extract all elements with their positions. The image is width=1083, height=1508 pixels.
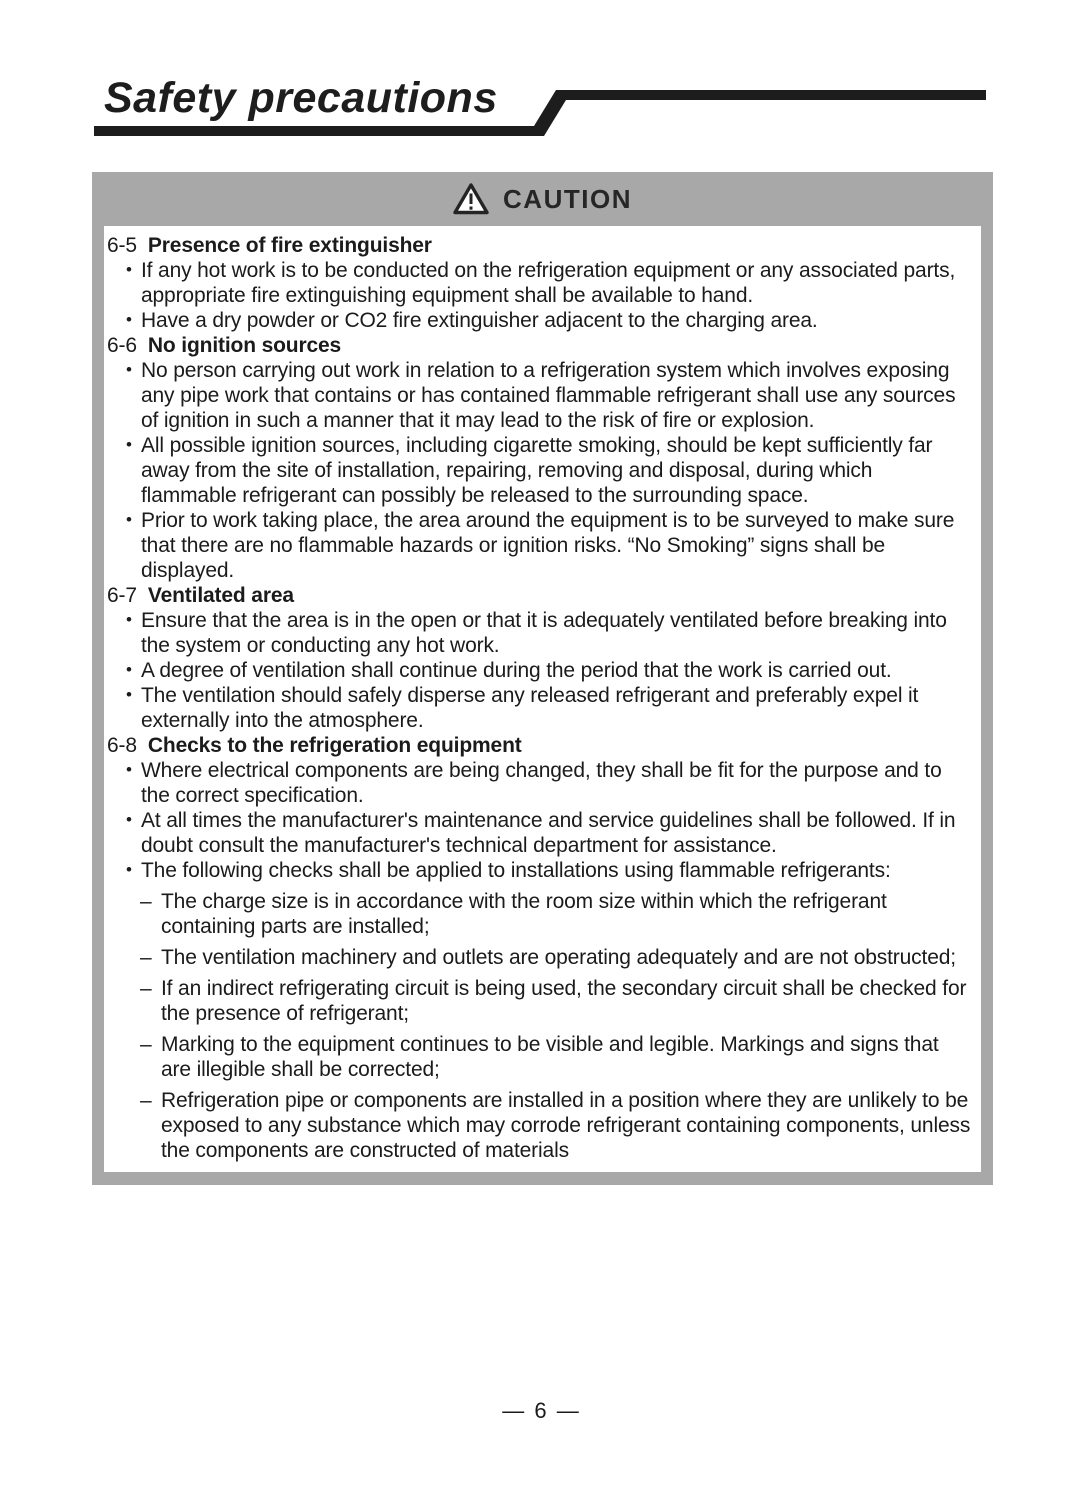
section-title: Presence of fire extinguisher: [147, 234, 432, 257]
bullet-icon: •: [126, 510, 132, 529]
list-item: [107, 258, 973, 308]
list-item: [107, 358, 973, 433]
section-heading-6-7: [107, 583, 973, 608]
sub-list-item-text: The ventilation machinery and outlets are operating adequately and are not obstructed;: [161, 946, 956, 969]
sub-list-item-text: The charge size is in accordance with the room size within which the refrigerant containing parts are installed;: [161, 890, 887, 938]
list-item: [107, 433, 973, 508]
caution-banner-label: CAUTION: [503, 183, 632, 214]
dash-icon: –: [140, 890, 152, 913]
list-item-text: The ventilation should safely disperse any released refrigerant and preferably expel it externally into the atmosphere.: [141, 684, 919, 732]
sub-list-item-text: Refrigeration pipe or components are installed in a position where they are unlikely to be exposed to any substance which may corrode refrigerant containing components, unless the components are constructed of materials: [161, 1089, 971, 1162]
sub-list-item: [140, 889, 973, 939]
bullet-icon: •: [126, 610, 132, 629]
sub-list-item: [140, 1032, 973, 1082]
list-item-text: Prior to work taking place, the area around the equipment is to be surveyed to make sure that there are no flammable hazards or ignition risks. “No Smoking” signs shall be displayed.: [141, 509, 955, 582]
list-item-text: Where electrical components are being changed, they shall be fit for the purpose and to the correct specification.: [141, 759, 942, 807]
section-number: 6-5: [107, 234, 137, 257]
bullet-icon: •: [126, 685, 132, 704]
list-item: [107, 308, 973, 333]
list-item: [107, 683, 973, 733]
list-item-text: Ensure that the area is in the open or that it is adequately ventilated before breaking into the system or conducting any hot work.: [141, 609, 947, 657]
page-title: Safety precautions: [104, 74, 498, 122]
dash-icon: –: [140, 977, 152, 1000]
list-item-text: At all times the manufacturer's maintenance and service guidelines shall be followed. If in doubt consult the manufacturer's technical department for assistance.: [141, 809, 956, 857]
dash-icon: –: [140, 946, 152, 969]
caution-banner: [104, 172, 981, 226]
list-item: [107, 608, 973, 658]
list-item-text: No person carrying out work in relation to a refrigeration system which involves exposing any pipe work that contains or has contained flammable refrigerant shall use any sources of ignition in such a manner that it may lead to the risk of fire or explosion.: [141, 359, 956, 432]
bullet-icon: •: [126, 360, 132, 379]
bullet-icon: •: [126, 810, 132, 829]
section-title: Checks to the refrigeration equipment: [147, 734, 522, 757]
bullet-icon: •: [126, 660, 132, 679]
page-number: — 6 —: [502, 1398, 581, 1423]
section-number: 6-7: [107, 584, 137, 607]
dash-icon: –: [140, 1033, 152, 1056]
bullet-icon: •: [126, 260, 132, 279]
caution-content: [104, 226, 981, 1172]
sub-list-item: [140, 976, 973, 1026]
sub-list-item-text: If an indirect refrigerating circuit is being used, the secondary circuit shall be checked for the presence of refrigerant;: [161, 977, 967, 1025]
section-heading-6-5: [107, 233, 973, 258]
sub-list-item: [140, 945, 973, 970]
section-title: No ignition sources: [147, 334, 342, 357]
list-item-text: All possible ignition sources, including cigarette smoking, should be kept sufficiently far away from the site of installation, repairing, removing and disposal, during which flammable refrigerant can possibly be released to the surrounding space.: [141, 434, 933, 507]
list-item-text: The following checks shall be applied to installations using flammable refrigerants:: [141, 859, 891, 882]
warning-triangle-icon: [453, 183, 489, 215]
list-item-text: If any hot work is to be conducted on the refrigeration equipment or any associated parts, appropriate fire extinguishing equipment shall be available to hand.: [141, 259, 956, 307]
section-heading-6-8: [107, 733, 973, 758]
bullet-icon: •: [126, 760, 132, 779]
list-item: [107, 858, 973, 883]
list-item-text: A degree of ventilation shall continue during the period that the work is carried out.: [141, 659, 892, 682]
list-item: [107, 658, 973, 683]
list-item: [107, 808, 973, 858]
sub-list-item: [140, 1088, 973, 1163]
section-number: 6-8: [107, 734, 137, 757]
section-number: 6-6: [107, 334, 137, 357]
bullet-icon: •: [126, 435, 132, 454]
list-item-text: Have a dry powder or CO2 fire extinguisher adjacent to the charging area.: [141, 309, 818, 332]
bullet-icon: •: [126, 860, 132, 879]
bullet-icon: •: [126, 310, 132, 329]
sub-list-item-text: Marking to the equipment continues to be visible and legible. Markings and signs that are illegible shall be corrected;: [161, 1033, 939, 1081]
section-title: Ventilated area: [147, 584, 294, 607]
dash-icon: –: [140, 1089, 152, 1112]
caution-box: [92, 172, 993, 1185]
section-heading-6-6: [107, 333, 973, 358]
list-item: [107, 508, 973, 583]
list-item: [107, 758, 973, 808]
